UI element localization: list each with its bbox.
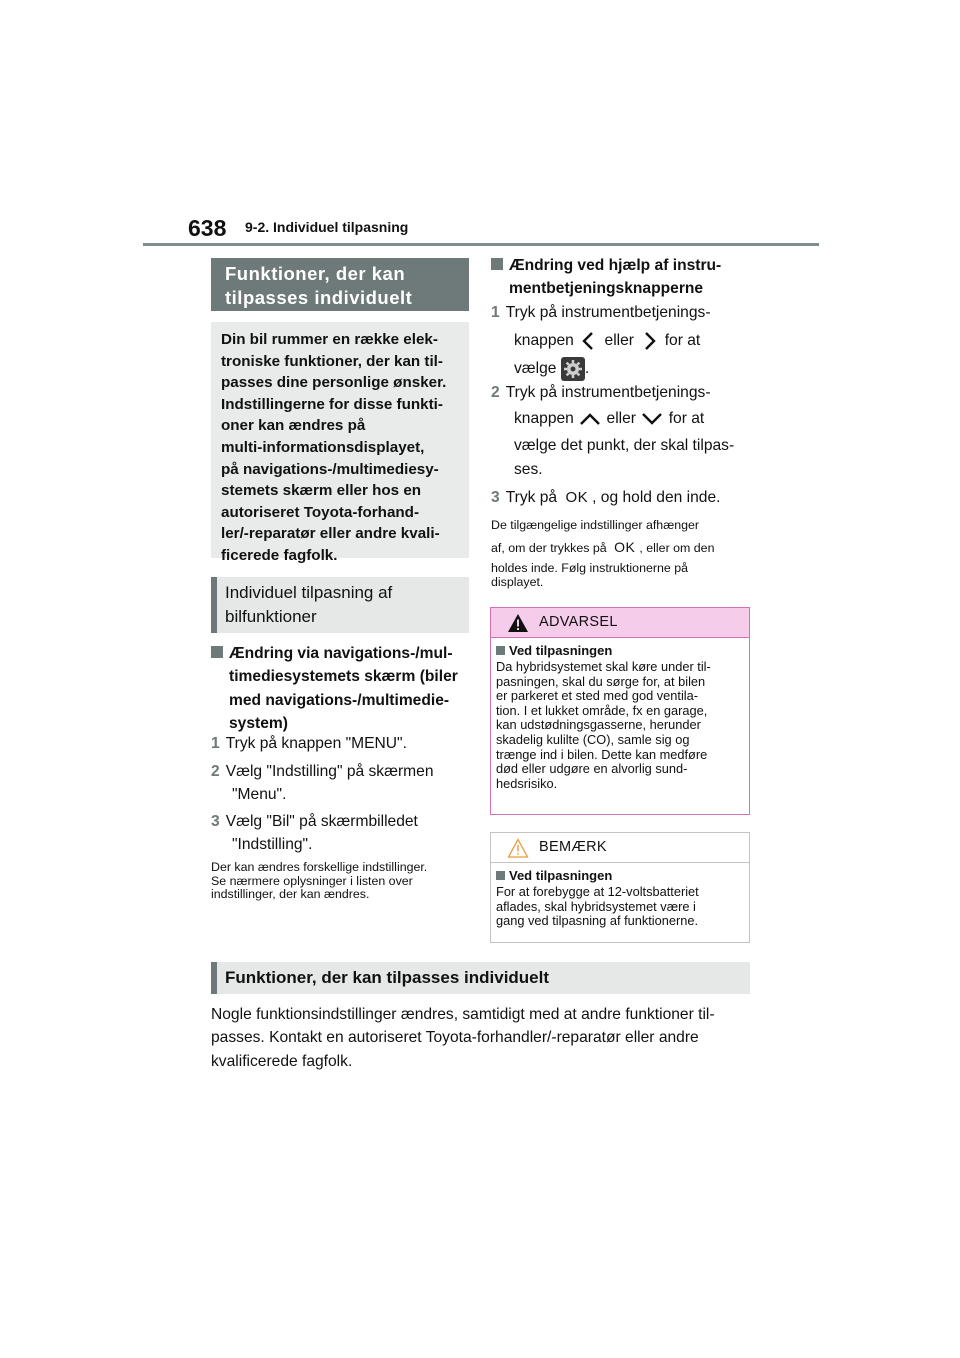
warning-label: ADVARSEL	[539, 614, 618, 630]
step-number: 2	[211, 763, 220, 780]
step-text: .	[584, 360, 590, 377]
section-title-functions	[211, 258, 469, 311]
note-line: , eller om den	[639, 540, 715, 555]
ok-button-icon: OK	[614, 538, 636, 555]
intro-line: Din bil rummer en række elek-	[221, 331, 438, 348]
notice-line: gang ved tilpasning af funktionerne.	[496, 913, 699, 929]
warning-box	[490, 607, 750, 815]
step-text: Vælg "Bil" på skærmbilledet	[225, 813, 418, 830]
square-bullet-icon	[496, 646, 505, 655]
paragraph-line: kvalificerede fagfolk.	[211, 1052, 353, 1070]
notice-line: For at forebygge at 12-voltsbatteriet	[496, 884, 699, 899]
warning-header	[491, 608, 749, 638]
section-title-text: Funktioner, der kan tilpasses individuelt	[225, 263, 413, 308]
intro-line: ficerede fagfolk.	[221, 546, 338, 564]
step-text: Tryk på instrumentbetjenings-	[505, 304, 711, 321]
square-bullet-icon	[491, 258, 503, 270]
square-bullet-icon	[496, 871, 505, 880]
step-number: 1	[491, 304, 500, 321]
step-text: Tryk på	[505, 489, 558, 506]
intro-line: troniske funktioner, der kan til-	[221, 352, 443, 370]
notice-line: aflades, skal hybridsystemet være i	[496, 898, 696, 914]
step-2	[211, 760, 473, 807]
step-text: vælge	[514, 360, 557, 377]
warning-text	[496, 660, 743, 791]
step-r2	[491, 381, 753, 481]
warning-line: tion. I et lukket område, fx en garage,	[496, 702, 708, 718]
step-text: knappen	[514, 332, 574, 349]
warning-line: hedsrisiko.	[496, 775, 558, 791]
note-line: displayet.	[491, 574, 544, 589]
running-head: 9-2. Individuel tilpasning	[245, 219, 409, 235]
intro-line: multi-informationsdisplayet,	[221, 438, 425, 456]
intro-line: stemets skærm eller hos en	[221, 482, 422, 500]
note-line: Der kan ændres forskellige indstillinger.	[211, 860, 428, 874]
subsection-line: timediesystemets skærm (biler	[229, 668, 458, 686]
step-number: 3	[211, 813, 220, 830]
step-text: vælge det punkt, der skal tilpas-	[514, 437, 735, 455]
step-text: for at	[664, 332, 701, 349]
section-title-text: Funktioner, der kan tilpasses individuelt	[225, 968, 550, 987]
section-title-individual	[211, 577, 469, 633]
intro-line: ler/-reparatør eller andre kvali-	[221, 525, 440, 543]
notice-label: BEMÆRK	[539, 839, 607, 855]
notice-header	[491, 833, 749, 863]
step-number: 3	[491, 489, 500, 506]
right-note	[491, 519, 753, 589]
note-line: Se nærmere oplysninger i listen over	[211, 873, 413, 888]
intro-line: passes dine personlige ønsker.	[221, 374, 447, 392]
step-text: Tryk på knappen "MENU".	[225, 735, 407, 752]
step-r1	[491, 299, 753, 383]
chevron-up-icon	[578, 410, 602, 428]
warning-line: død eller udgøre en alvorlig sund-	[496, 761, 688, 777]
step-text: eller	[606, 410, 636, 428]
step-text: ses.	[514, 460, 543, 478]
subsection-line: med navigations-/multimedie-	[229, 691, 450, 709]
step-number: 1	[211, 735, 220, 752]
warning-subheading	[496, 643, 749, 658]
notice-box	[490, 832, 750, 943]
gear-icon	[561, 357, 585, 381]
warning-line: trænge ind i bilen. Dette kan medføre	[496, 746, 708, 762]
intro-box	[211, 322, 469, 564]
step-text: for at	[668, 410, 705, 428]
warning-subheading-text: Ved tilpasningen	[509, 643, 613, 658]
section-title-line: bilfunktioner	[225, 606, 317, 626]
notice-text	[496, 885, 743, 929]
square-bullet-icon	[211, 646, 223, 658]
intro-line: på navigations-/multimediesy-	[221, 460, 439, 478]
warning-line: Da hybridsystemet skal køre under til-	[496, 659, 711, 674]
intro-line: oner kan ændres på	[221, 417, 366, 435]
warning-triangle-icon	[507, 613, 529, 633]
ok-button-icon: OK	[565, 489, 589, 506]
note-line: indstillinger, der kan ændres.	[211, 887, 370, 901]
step-text: eller	[604, 332, 634, 349]
subsection-line: Ændring via navigations-/mul-	[229, 645, 453, 662]
page-number: 638	[188, 215, 227, 241]
step-text: Vælg "Indstilling" på skærmen	[225, 763, 434, 780]
warning-line: pasningen, skal du sørge for, at bilen	[496, 673, 706, 689]
step-number: 2	[491, 384, 500, 401]
notice-subheading	[496, 868, 749, 883]
section-title-line: Individuel tilpasning af	[225, 583, 393, 602]
left-note	[211, 861, 473, 902]
subsection-line: Ændring ved hjælp af instru-	[509, 257, 722, 274]
step-text: , og hold den inde.	[592, 489, 721, 506]
step-text: knappen	[514, 410, 574, 428]
paragraph-line: Nogle funktionsindstillinger ændres, samtidigt med at andre funktioner til-	[211, 1006, 715, 1023]
intro-line: Indstillingerne for disse funkti-	[221, 395, 443, 413]
warning-line: skadelig kulilte (CO), samle sig og	[496, 731, 690, 747]
warning-line: er parkeret et sted med god ventila-	[496, 688, 699, 704]
subsection-navigation	[211, 642, 473, 735]
subsection-line: mentbetjeningsknapperne	[509, 280, 704, 298]
note-line: De tilgængelige indstillinger afhænger	[491, 518, 700, 532]
note-line: holdes inde. Følg instruktionerne på	[491, 561, 688, 575]
bottom-paragraph	[211, 1003, 771, 1073]
paragraph-line: passes. Kontakt en autoriseret Toyota-forhandler/-reparatør eller andre	[211, 1029, 699, 1047]
step-3	[211, 810, 473, 857]
note-line: af, om der trykkes på	[491, 540, 607, 555]
subsection-line: system)	[229, 714, 288, 732]
caution-triangle-icon	[507, 838, 529, 858]
chevron-left-icon	[578, 330, 600, 352]
subsection-instrument	[491, 254, 753, 301]
header-rule	[143, 243, 819, 246]
step-text: "Menu".	[232, 786, 287, 804]
step-text: "Indstilling".	[232, 836, 313, 854]
warning-line: kan udstødningsgasserne, herunder	[496, 717, 701, 733]
step-text: Tryk på instrumentbetjenings-	[505, 384, 711, 401]
intro-line: autoriseret Toyota-forhand-	[221, 503, 420, 521]
chevron-down-icon	[640, 410, 664, 428]
step-r3	[491, 486, 753, 509]
chevron-right-icon	[638, 330, 660, 352]
notice-subheading-text: Ved tilpasningen	[509, 868, 613, 883]
step-1	[211, 732, 473, 755]
section-title-bottom	[211, 962, 750, 994]
